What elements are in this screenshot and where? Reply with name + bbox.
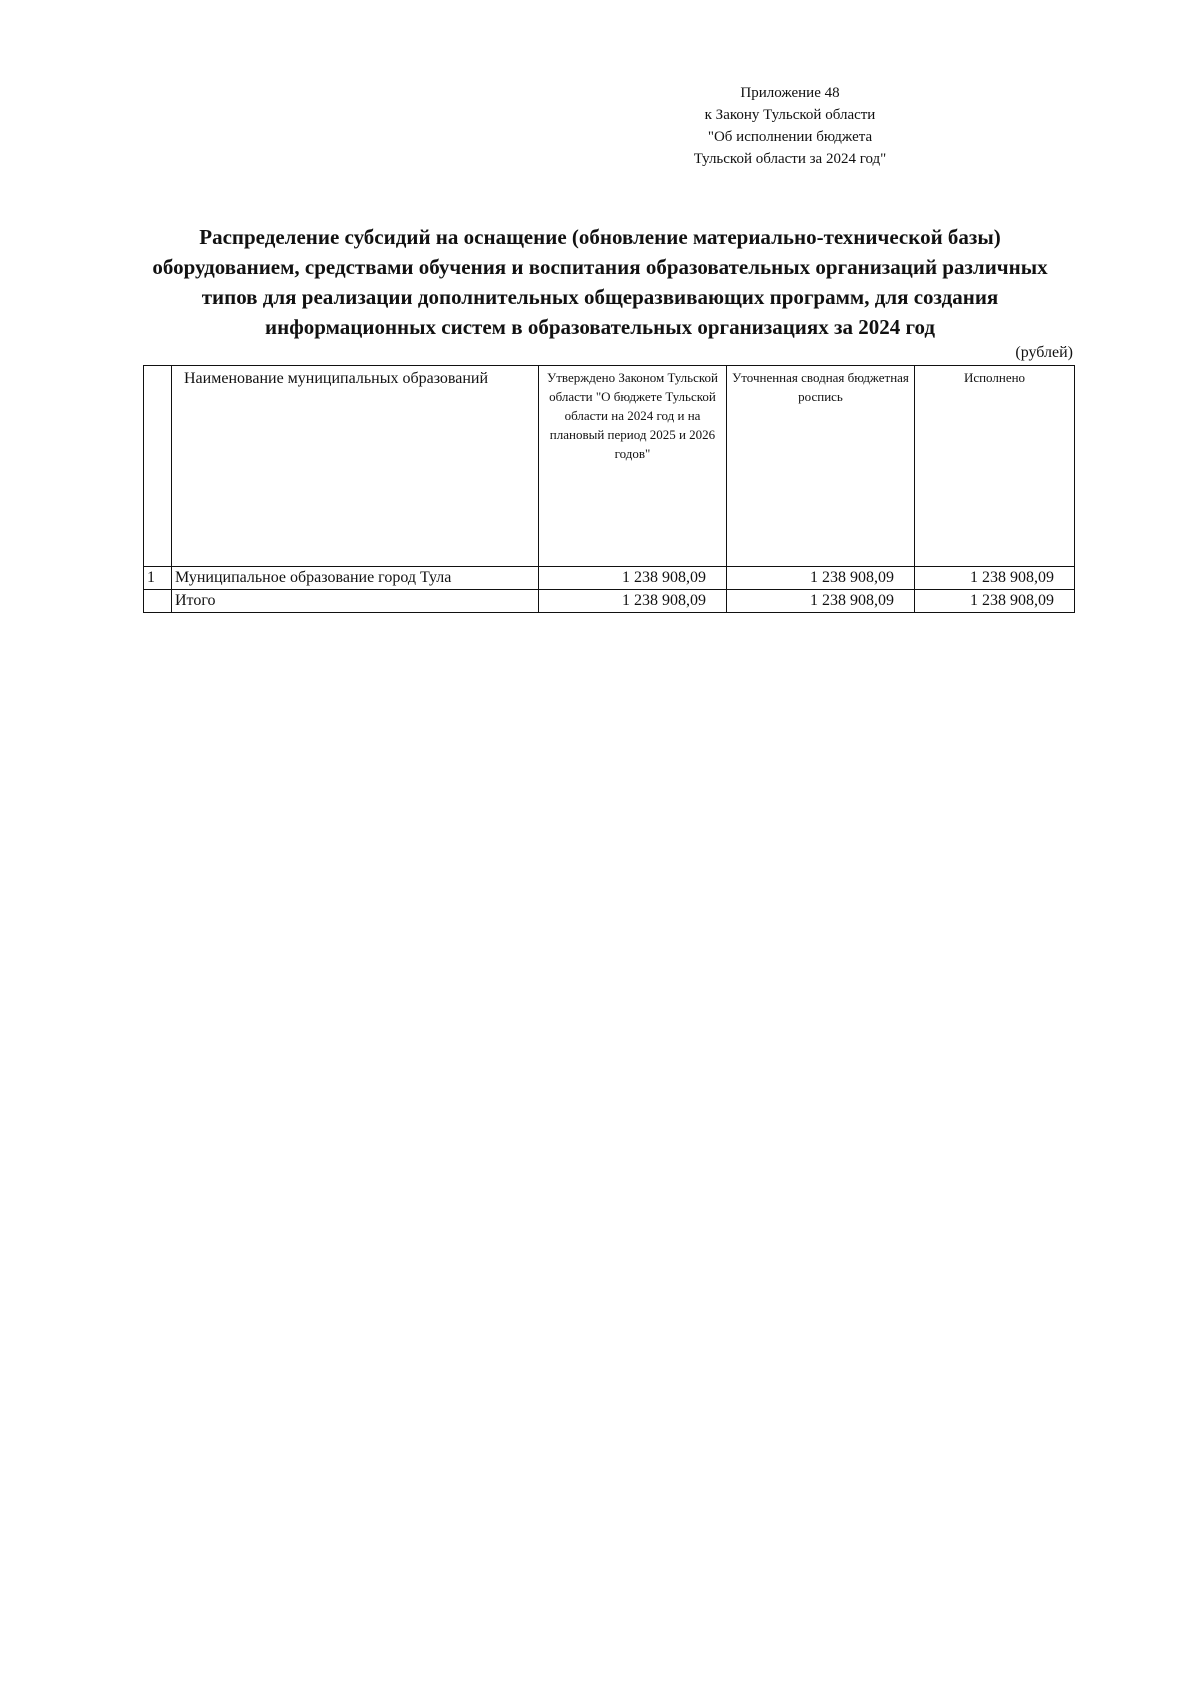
table-row (144, 567, 1075, 590)
header-municipality-name: Наименование муниципальных образований (172, 366, 539, 567)
appendix-line-1: Приложение 48 (740, 85, 840, 101)
table-header-row (144, 366, 1075, 567)
total-label: Итого (172, 590, 539, 613)
header-executed: Исполнено (915, 366, 1075, 567)
row-number: 1 (144, 567, 172, 590)
appendix-line-2: к Закону Тульской области (704, 107, 876, 123)
title-line-1: Распределение субсидий на оснащение (обновление материально-технической базы) (199, 225, 1001, 249)
header-approved: Утверждено Законом Тульской области "О бюджете Тульской области на 2024 год и на плановый период 2025 и 2026 годов" (539, 366, 727, 567)
header-number (144, 366, 172, 567)
title-line-3: типов для реализации дополнительных общеразвивающих программ, для создания (201, 285, 999, 309)
total-approved-value: 1 238 908,09 (539, 590, 727, 613)
appendix-note (640, 82, 940, 170)
row-refined-value: 1 238 908,09 (727, 567, 915, 590)
total-number (144, 590, 172, 613)
total-row (144, 590, 1075, 613)
appendix-line-4: Тульской области за 2024 год" (693, 151, 887, 167)
row-municipality-name: Муниципальное образование город Тула (172, 567, 539, 590)
row-approved-value: 1 238 908,09 (539, 567, 727, 590)
document-title (140, 222, 1060, 342)
row-executed-value: 1 238 908,09 (915, 567, 1075, 590)
header-refined: Уточненная сводная бюджетная роспись (727, 366, 915, 567)
total-refined-value: 1 238 908,09 (727, 590, 915, 613)
appendix-line-3: "Об исполнении бюджета (707, 129, 873, 145)
title-line-4: информационных систем в образовательных организациях за 2024 год (265, 315, 935, 339)
subsidy-table (143, 365, 1075, 613)
units-label: (рублей) (1015, 344, 1073, 361)
title-line-2: оборудованием, средствами обучения и воспитания образовательных организаций различных (152, 255, 1048, 279)
total-executed-value: 1 238 908,09 (915, 590, 1075, 613)
